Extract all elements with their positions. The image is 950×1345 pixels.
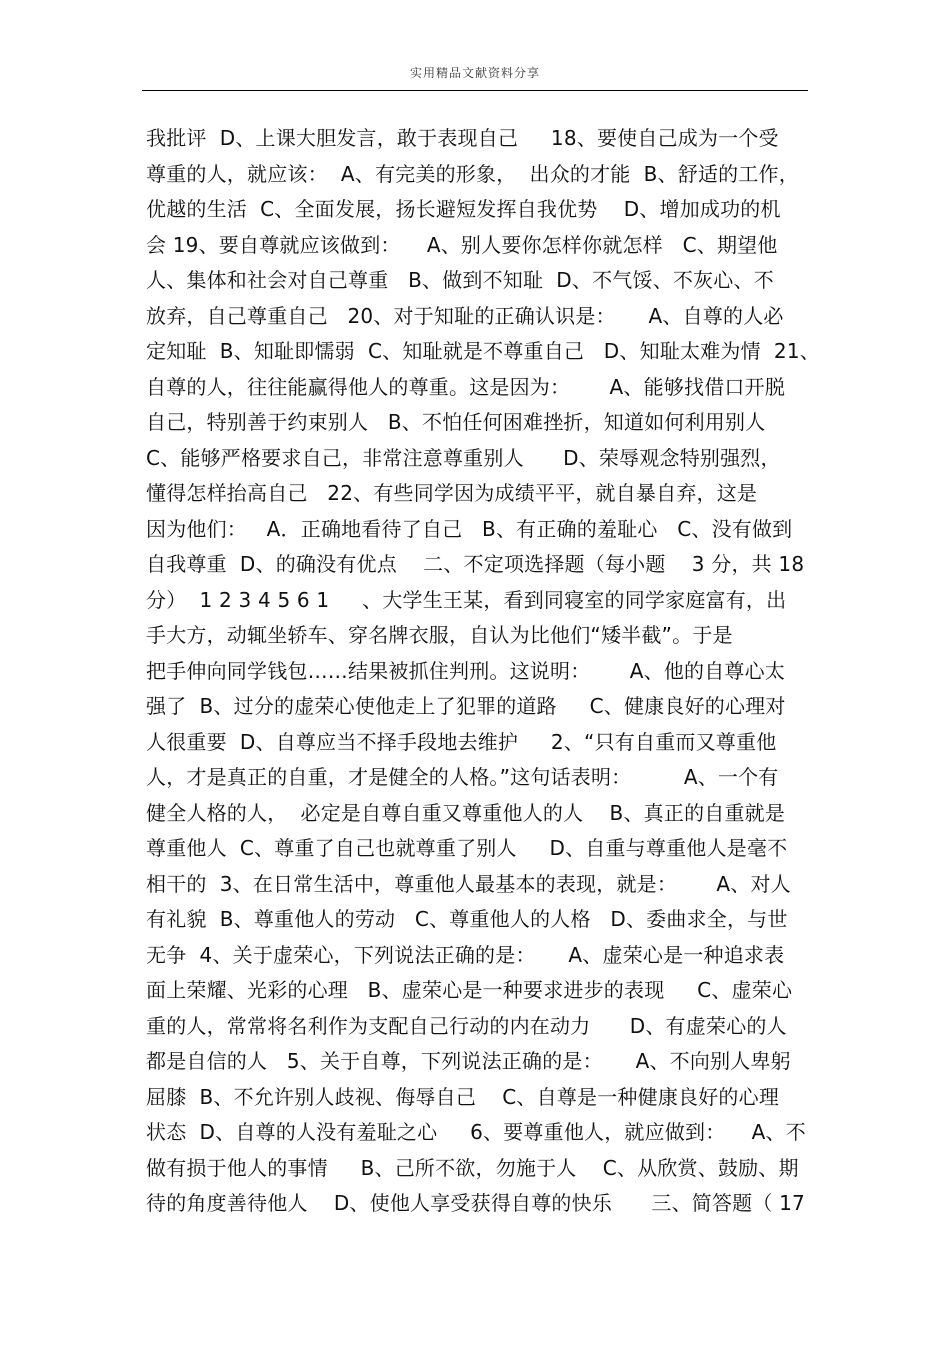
text-line: 放弃，自己尊重自己 20、对于知耻的正确认识是： A、自尊的人必 xyxy=(146,303,784,328)
text-line: 重的人，常常将名利作为支配自己行动的内在动力 D、有虚荣心的人 xyxy=(146,1013,787,1038)
text-line: 屈膝 B、不允许别人歧视、侮辱自己 C、自尊是一种健康良好的心理 xyxy=(146,1084,780,1109)
text-line: 强了 B、过分的虚荣心使他走上了犯罪的道路 C、健康良好的心理对 xyxy=(146,694,786,718)
text-line: 自我尊重 D、的确没有优点 二、不定项选择题（每小题 3 分，共 18 xyxy=(146,552,805,576)
text-line: 面上荣耀、光彩的心理 B、虚荣心是一种要求进步的表现 C、虚荣心 xyxy=(146,978,793,1002)
text-line: 分） 1 2 3 4 5 6 1 、大学生王某，看到同寝室的同学家庭富有，出 xyxy=(146,587,787,612)
text-line: 把手伸向同学钱包……结果被抓住判刑。这说明： A、他的自尊心太 xyxy=(146,658,786,683)
page-header: 实用精品文献资料分享 xyxy=(409,66,540,80)
text-line: 相干的 3、在日常生活中，尊重他人最基本的表现，就是： A、对人 xyxy=(146,871,791,896)
text-line: 尊重的人，就应该： A、有完美的形象， 出众的才能 B、舒适的工作， xyxy=(146,161,799,186)
text-line: 人、集体和社会对自己尊重 B、做到不知耻 D、不气馁、不灰心、不 xyxy=(146,268,774,292)
text-line: 懂得怎样抬高自己 22、有些同学因为成绩平平，就自暴自弃，这是 xyxy=(146,481,758,505)
text-line: 优越的生活 C、全面发展，扬长避短发挥自我优势 D、增加成功的机 xyxy=(146,197,781,221)
text-line: 人，才是真正的自重，才是健全的人格。”这句话表明： A、一个有 xyxy=(146,765,779,789)
text-line: 定知耻 B、知耻即懦弱 C、知耻就是不尊重自己 D、知耻太难为情 21、 xyxy=(146,339,820,363)
text-line: 都是自信的人 5、关于自尊，下列说法正确的是： A、不向别人卑躬 xyxy=(146,1049,791,1073)
text-line: 自尊的人，往往能赢得他人的尊重。这是因为： A、能够找借口开脱 xyxy=(146,374,786,399)
text-line: 做有损于他人的事情 B、己所不欲，勿施于人 C、从欣赏、鼓励、期 xyxy=(146,1155,799,1180)
text-line: C、能够严格要求自己，非常注意尊重别人 D、荣辱观念特别强烈， xyxy=(146,445,781,470)
text-line: 自己，特别善于约束别人 B、不怕任何困难挫折，知道如何利用别人 xyxy=(146,410,766,434)
text-line: 状态 D、自尊的人没有羞耻之心 6、要尊重他人，就应做到： A、不 xyxy=(146,1120,806,1144)
text-line: 手大方，动辄坐轿车、穿名牌衣服，自认为比他们“矮半截”。于是 xyxy=(146,623,733,647)
text-line: 我批评 D、上课大胆发言，敢于表现自己 18、要使自己成为一个受 xyxy=(146,126,779,150)
text-line: 会 19、要自尊就应该做到： A、别人要你怎样你就怎样 C、期望他 xyxy=(146,232,778,257)
text-line: 因为他们： A．正确地看待了自己 B、有正确的羞耻心 C、没有做到 xyxy=(146,516,793,541)
text-line: 待的角度善待他人 D、使他人享受获得自尊的快乐 三、简答题（ 17 xyxy=(146,1191,805,1215)
text-line: 人很重要 D、自尊应当不择手段地去维护 2、“只有自重而又尊重他 xyxy=(146,729,777,754)
text-line: 有礼貌 B、尊重他人的劳动 C、尊重他人的人格 D、委曲求全，与世 xyxy=(146,907,788,931)
text-line: 无争 4、关于虚荣心，下列说法正确的是： A、虚荣心是一种追求表 xyxy=(146,942,785,967)
header-divider xyxy=(142,90,808,91)
text-line: 尊重他人 C、尊重了自己也就尊重了别人 D、自重与尊重他人是毫不 xyxy=(146,836,788,860)
document-body xyxy=(146,121,820,1222)
text-line: 健全人格的人， 必定是自尊自重又尊重他人的人 B、真正的自重就是 xyxy=(146,800,786,825)
